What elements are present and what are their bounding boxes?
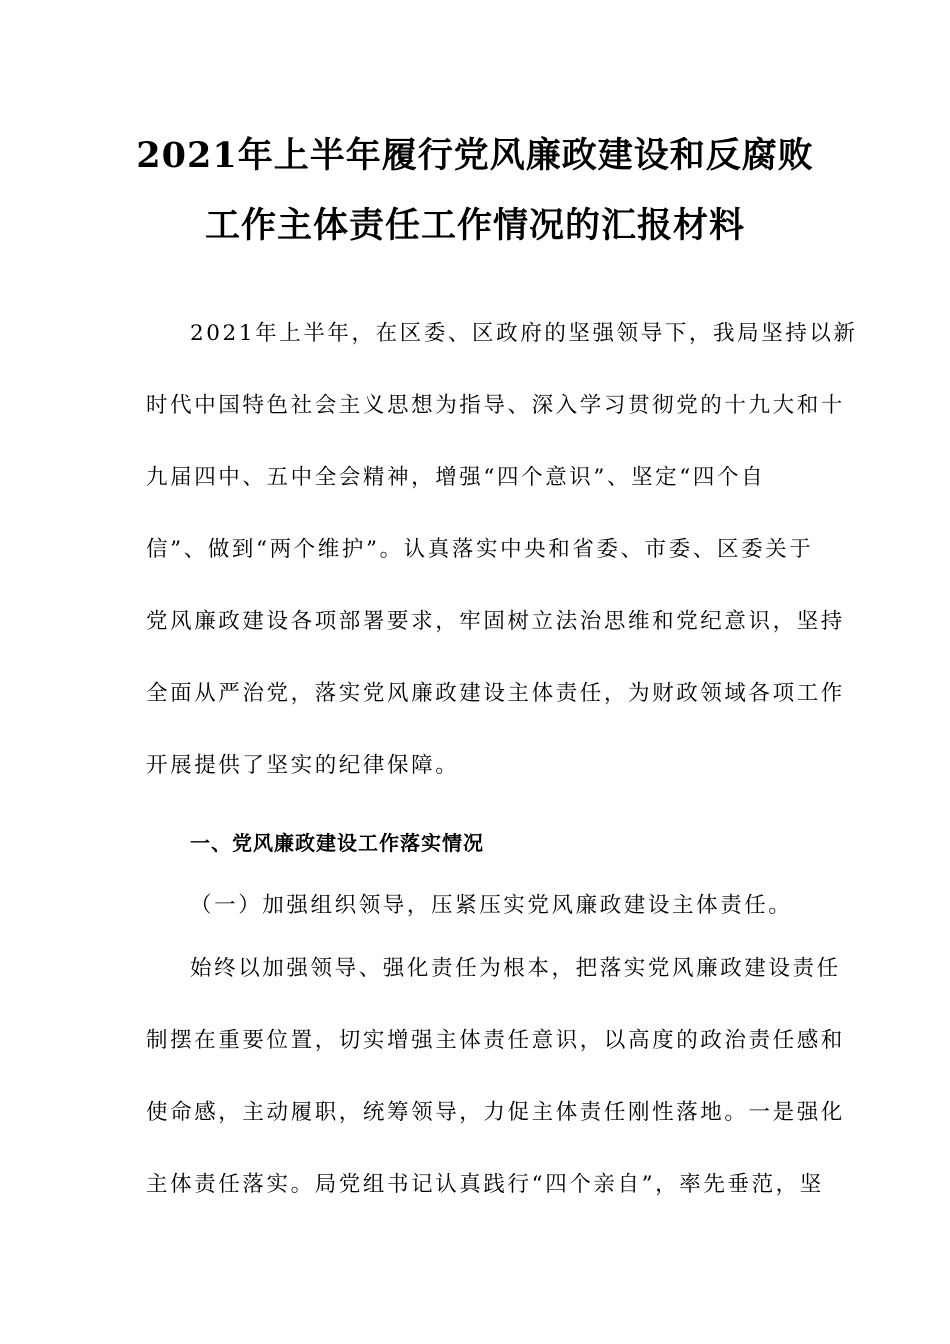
intro-paragraph-line: 时代中国特色社会主义思想为指导、深入学习贯彻党的十九大和十 [146,393,845,418]
subsection-heading: （一）加强组织领导，压紧压实党风廉政建设主体责任。 [190,893,793,918]
intro-paragraph-line: 2021年上半年，在区委、区政府的坚强领导下，我局坚持以新 [190,321,858,346]
intro-paragraph-line: 党风廉政建设各项部署要求，牢固树立法治思维和党纪意识，坚持 [146,609,845,634]
body-paragraph-line: 制摆在重要位置，切实增强主体责任意识，以高度的政治责任感和 [146,1028,845,1053]
body-paragraph-line: 主体责任落实。局党组书记认真践行“四个亲自”，率先垂范，坚 [146,1172,824,1197]
section-heading: 一、党风廉政建设工作落实情况 [190,831,484,855]
document-title-line-1: 2021年上半年履行党风廉政建设和反腐败 [136,135,814,176]
intro-paragraph-line: 开展提供了坚实的纪律保障。 [146,753,460,778]
intro-paragraph-line: 九届四中、五中全会精神，增强“四个意识”、坚定“四个自 [146,465,766,490]
body-paragraph-line: 始终以加强领导、强化责任为根本，把落实党风廉政建设责任 [190,956,841,981]
intro-paragraph-line: 信”、做到“两个维护”。认真落实中央和省委、市委、区委关于 [146,537,814,562]
intro-paragraph-line: 全面从严治党，落实党风廉政建设主体责任，为财政领域各项工作 [146,681,845,706]
body-paragraph-line: 使命感，主动履职，统筹领导，力促主体责任刚性落地。一是强化 [146,1100,845,1125]
document-title-line-2: 工作主体责任工作情况的汇报材料 [204,205,745,246]
